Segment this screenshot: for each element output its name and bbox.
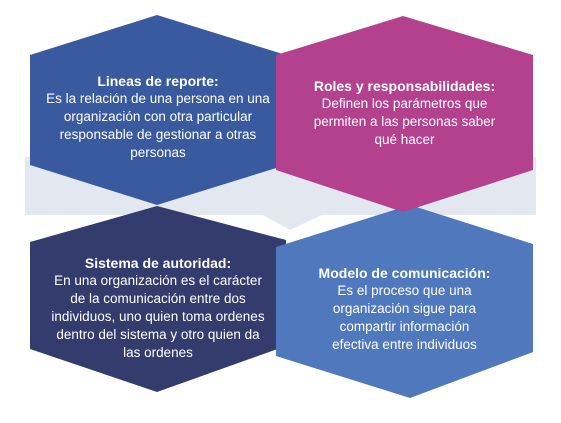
card-body: Es el proceso que una organización sigue para compartir información efectiva entre individuos xyxy=(332,283,477,352)
card-body: Definen los parámetros que permiten a las personas saber qué hacer xyxy=(313,96,496,147)
card-body: En una organización es el carácter de la comunicación entre dos individuos, uno quien toma ordenes dentro del sistema y otro quien da las ordenes xyxy=(51,273,265,360)
card-body: Es la relación de una persona en una organización con otra particular responsable de gestionar a otras personas xyxy=(46,91,270,160)
card-modelo-de-comunicacion xyxy=(276,264,533,354)
card-roles-y-responsabilidades xyxy=(276,77,533,149)
card-sistema-de-autoridad xyxy=(30,254,286,362)
card-lineas-de-reporte xyxy=(30,72,286,162)
card-title: Sistema de autoridad: xyxy=(84,255,232,271)
card-title: Roles y responsabilidades: xyxy=(313,78,496,94)
card-title: Modelo de comunicación: xyxy=(318,265,491,281)
card-title: Lineas de reporte: xyxy=(97,73,219,89)
